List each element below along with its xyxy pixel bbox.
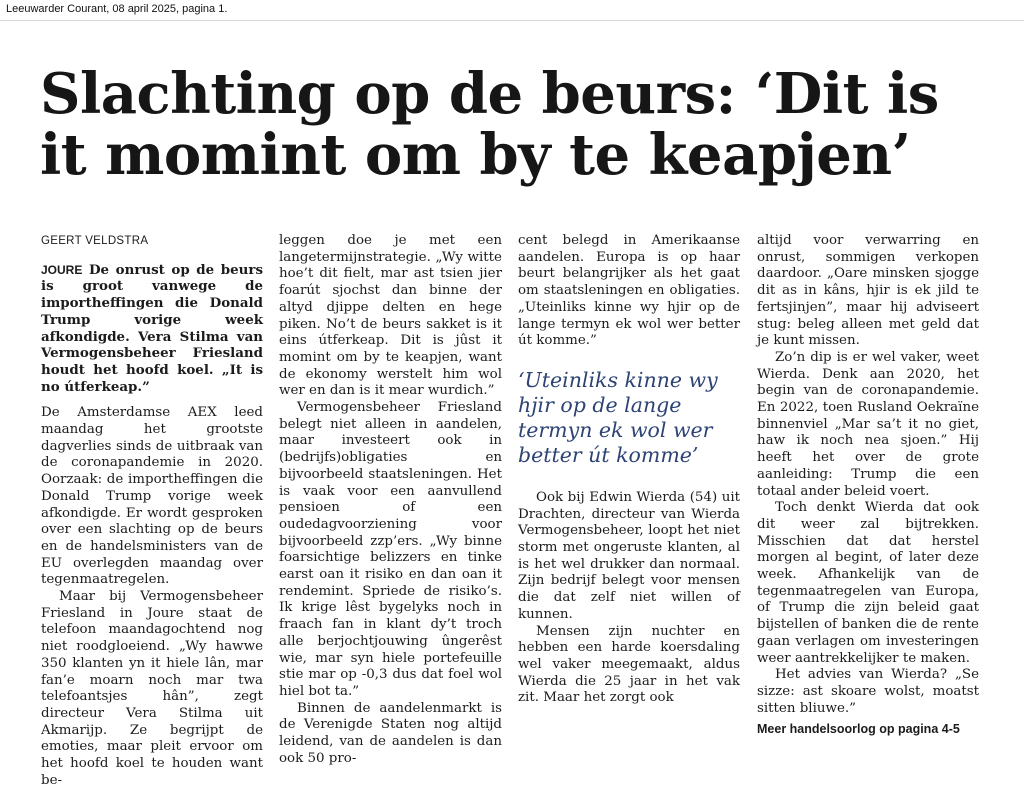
byline: GEERT VELDSTRA (41, 235, 149, 247)
column-1 (41, 233, 263, 790)
paragraph: Mensen zijn nuchter en hebben een harde koersdaling wel vaker meegemaakt, aldus Wierda die 25 jaar in het vak zit. Maar het zorgt ook (518, 623, 740, 706)
paragraph: Vermogensbeheer Friesland belegt niet alleen in aandelen, maar investeert ook in (bedrijfs)obligaties en bijvoorbeeld staatsleningen. Het is vaak voor een aanvullend pensioen of een oudedagvoorziening voor bijvoorbeeld zzp’ers. „Wy binne foarsichtige belizzers en tinke earst oan it risiko en dan oan it rendemint. Spriede de risiko’s. Ik krige lêst bygelyks noch in fraach fan in klant dy’t troch alle berjochtjouwing ûngerêst wie, mar syn hiele portefeuille stie mar op -0,3 dus dat foel wol hiel bot ta.” (279, 400, 502, 699)
source-line: Leeuwarder Courant, 08 april 2025, pagina 1. (6, 3, 228, 15)
headline: Slachting op de beurs: ‘Dit is it momint om by te keapjen’ (40, 61, 939, 188)
paragraph: Zo’n dip is er wel vaker, weet Wierda. Denk aan 2020, het begin van de coronapandemie. En 2022, toen Rusland Oekraïne binnenviel „Mar sa’t it no giet, haw ik noch nea sjoen.” Hij heeft het over de grote aanleiding: Trump die een totaal ander beleid voert. (757, 349, 979, 499)
column-3 (518, 233, 740, 707)
intro-text: De onrust op de beurs is groot vanwege de importheffingen die Donald Trump vorige week afkondigde. Vera Stilma van Vermogensbeheer Friesland houdt het hoofd koel. „It is no útferkeap.” (41, 261, 263, 395)
more-link[interactable]: Meer handelsoorlog op pagina 4-5 (757, 722, 960, 737)
paragraph: De Amsterdamse AEX leed maandag het grootste dagverlies sinds de uitbraak van de coronapandemie in 2020. Oorzaak: de importheffingen die Donald Trump vorige week afkondigde. Er wordt gesproken over een slachting op de beurs en de handelsministers van de EU overlegden maandag over tegenmaatregelen. (41, 405, 263, 588)
source-bar (0, 0, 1024, 21)
pull-quote: ‘Uteinliks kinne wy hjir op de lange termyn ek wol wer better út komme’ (518, 367, 718, 467)
column-2 (279, 233, 502, 768)
dateline-place: JOURE (41, 262, 83, 277)
column-4 (757, 233, 979, 738)
paragraph: Het advies van Wierda? „Se sizze: ast skoare wolst, moatst sitten bliuwe.” (757, 667, 979, 716)
paragraph: Toch denkt Wierda dat ook dit weer zal bijtrekken. Misschien dat dat herstel morgen al begint, of later deze week. Afhankelijk van de tegenmaatregelen van Europa, of Trump die zijn beleid gaat bijstellen of banken die de rente gaan verlagen om investeringen weer aantrekkelijker te maken. (757, 500, 979, 666)
paragraph: cent belegd in Amerikaanse aandelen. Europa is op haar beurt belangrijker als het gaat om staatsleningen en obligaties. „Uteinliks kinne wy hjir op de lange termyn ek wol wer better út komme.” (518, 233, 740, 349)
paragraph: Binnen de aandelenmarkt is de Verenigde Staten nog altijd leidend, van de aandelen is dan ook 50 pro- (279, 700, 502, 766)
intro (41, 262, 263, 396)
paragraph: altijd voor verwarring en onrust, sommigen verkopen daardoor. „Oare minsken sjogge dit as in kâns, hjir is ek jild te fertsjinjen”, maar hij adviseert stug: beleg alleen met geld dat je kunt missen. (757, 233, 979, 349)
paragraph: Maar bij Vermogensbeheer Friesland in Joure staat de telefoon maandagochtend nog niet roodgloeiend. „Wy hawwe 350 klanten yn it hiele lân, mar fan’e moarn noch mar twa telefoantsjes hân”, zegt directeur Vera Stilma uit Akmarijp. Ze begrijpt de emoties, maar pleit ervoor om het hoofd koel te houden want be- (41, 589, 263, 788)
paragraph: leggen doe je met een langetermijnstrategie. „Wy witte hoe’t dit fielt, mar ast tsien jier foarút sjochst dan binne der altyd djippe delten en hege piken. No’t de beurs sakket is it eins útferkeap. Dit is jûst it momint om by te keapjen, want de ekonomy werstelt him wol wer en dan is it mear wurdich.” (279, 233, 502, 399)
paragraph: Ook bij Edwin Wierda (54) uit Drachten, directeur van Wierda Vermogensbeheer, loopt het niet storm met ongeruste klanten, al is het wel drukker dan normaal. Zijn bedrijf belegt voor mensen die dat zelf niet willen of kunnen. (518, 489, 740, 622)
